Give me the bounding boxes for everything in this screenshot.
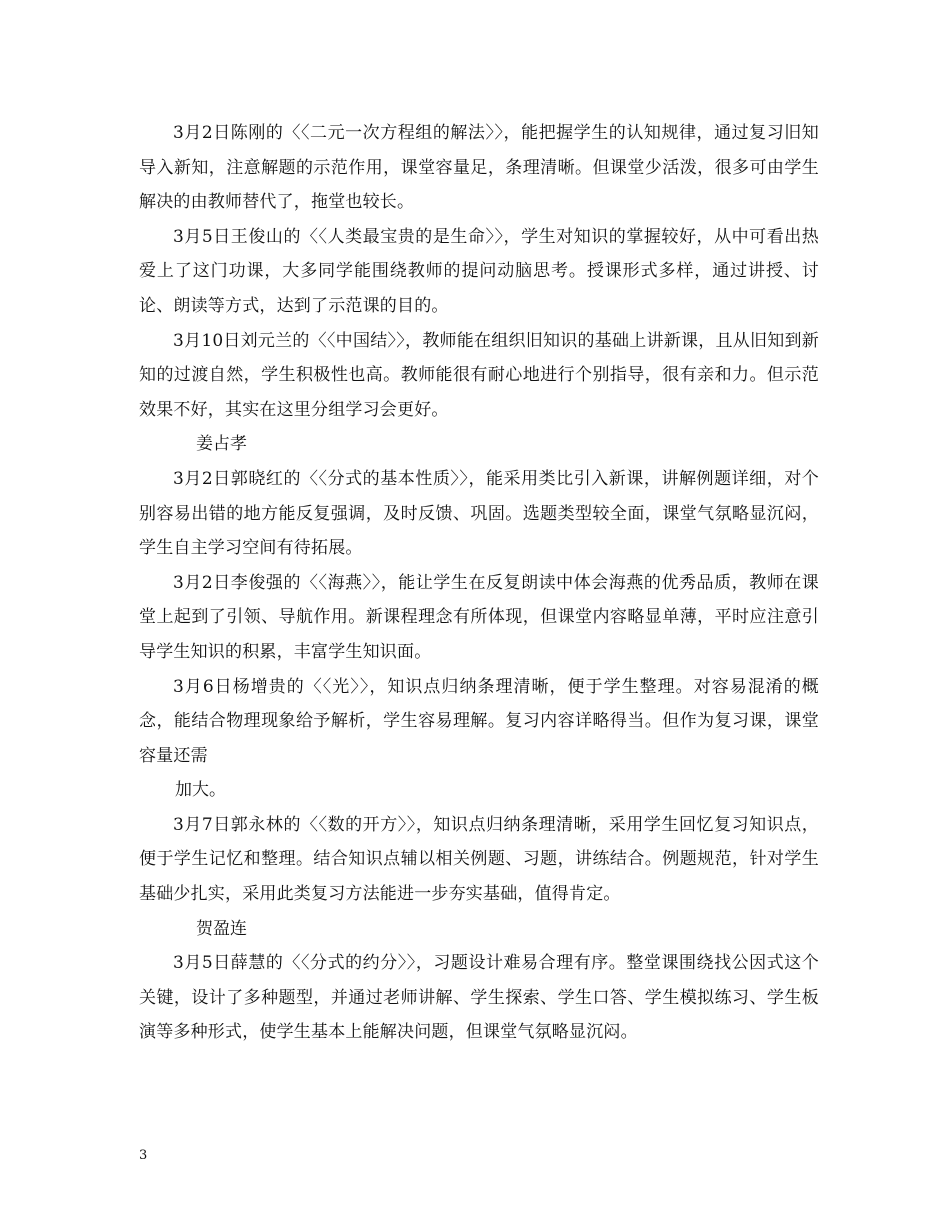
paragraph-guo-xiaohong: 3月2日郭晓红的〈〈分式的基本性质〉〉，能采用类比引入新课，讲解例题详细，对个别容易出错的地方能反复强调，及时反馈、巩固。选题类型较全面，课堂气氛略显沉闷，学生自主学习空间有待拓展。 — [139, 468, 819, 559]
reviewer-name-jiang: 姜占孝 — [196, 434, 247, 455]
paragraph-liu-yuanlan: 3月10日刘元兰的〈〈中国结〉〉，教师能在组织旧知识的基础上讲新课，且从旧知到新知的过渡自然，学生积极性也高。教师能很有耐心地进行个别指导，很有亲和力。但示范效果不好，其实在这里分组学习会更好。 — [139, 330, 819, 420]
paragraph-wang-junshan: 3月5日王俊山的〈〈人类最宝贵的是生命〉〉，学生对知识的掌握较好，从中可看出热爱上了这门功课，大多同学能围绕教师的提问动脑思考。授课形式多样，通过讲授、讨论、朗读等方式，达到了示范课的目的。 — [139, 226, 819, 316]
document-body — [139, 116, 819, 1050]
paragraph-yang-zenggui: 3月6日杨增贵的〈〈光〉〉，知识点归纳条理清晰，便于学生整理。对容易混淆的概念，能结合物理现象给予解析，学生容易理解。复习内容详略得当。但作为复习课，课堂容量还需 — [139, 676, 819, 766]
paragraph-chen-gang: 3月2日陈刚的〈〈二元一次方程组的解法〉〉，能把握学生的认知规律，通过复习旧知导入新知，注意解题的示范作用，课堂容量足，条理清晰。但课堂少活泼，很多可由学生解决的由教师替代了，拖堂也较长。 — [139, 123, 819, 213]
paragraph-guo-yonglin: 3月7日郭永林的〈〈数的开方〉〉，知识点归纳条理清晰，采用学生回忆复习知识点，便于学生记忆和整理。结合知识点辅以相关例题、习题，讲练结合。例题规范，针对学生基础少扎实，采用此类复习方法能进一步夯实基础，值得肯定。 — [139, 814, 819, 905]
paragraph-carry-line: 加大。 — [175, 780, 226, 801]
reviewer-name-he: 贺盈连 — [196, 918, 247, 939]
paragraph-li-junqiang: 3月2日李俊强的〈〈海燕〉〉，能让学生在反复朗读中体会海燕的优秀品质，教师在课堂上起到了引领、导航作用。新课程理念有所体现，但课堂内容略显单薄，平时应注意引导学生知识的积累，丰富学生知识面。 — [139, 572, 819, 662]
paragraph-xue-hui: 3月5日薛慧的〈〈分式的约分〉〉，习题设计难易合理有序。整堂课围绕找公因式这个关键，设计了多种题型，并通过老师讲解、学生探索、学生口答、学生模拟练习、学生板演等多种形式，使学生基本上能解决问题，但课堂气氛略显沉闷。 — [139, 953, 819, 1043]
page-number: 3 — [139, 1148, 148, 1163]
